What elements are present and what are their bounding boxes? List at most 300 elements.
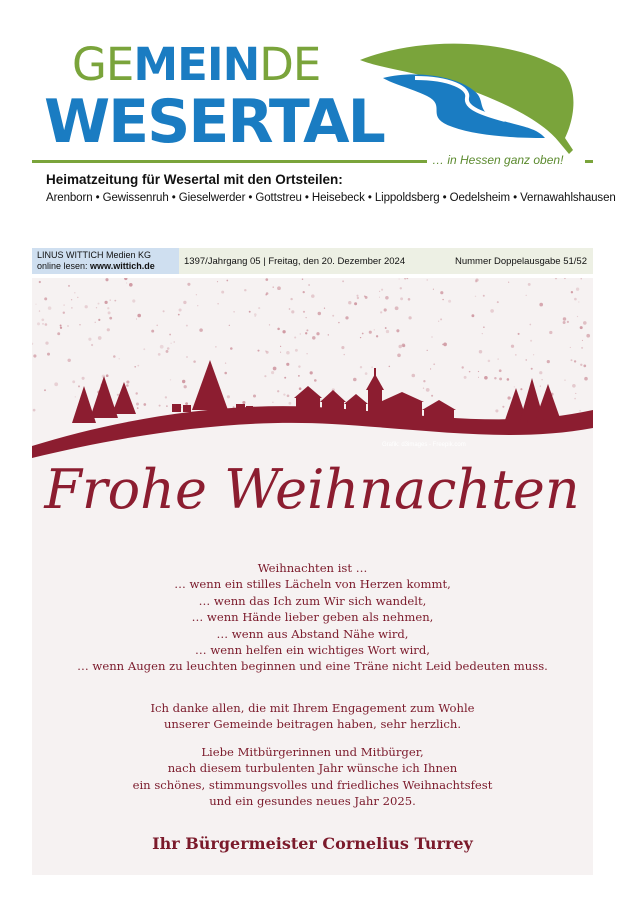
snowflake (478, 371, 479, 372)
snowflake (344, 354, 345, 355)
snowflake (533, 354, 534, 355)
snowflake (159, 405, 161, 407)
snowflake (134, 366, 136, 368)
snowflake (494, 377, 496, 379)
snowflake (539, 371, 542, 374)
snowflake (102, 375, 105, 378)
snowflake (169, 334, 171, 336)
snowflake (280, 352, 281, 353)
greeting-text: Frohe Weihnachten (44, 458, 580, 521)
snowflake (196, 294, 197, 295)
snowflake (579, 410, 581, 412)
snowflake (469, 371, 471, 373)
snowflake (369, 331, 372, 334)
mayor-signature: Ihr Bürgermeister Cornelius Turrey (152, 834, 473, 853)
snowflake (32, 343, 33, 345)
snowflake (433, 289, 434, 290)
snowflake (290, 298, 292, 300)
snowflake (408, 298, 411, 301)
snowflake (338, 322, 339, 323)
snowflake (572, 384, 576, 388)
snowflake (318, 312, 321, 315)
trees-right (504, 378, 560, 423)
snowflake (60, 325, 62, 327)
snowflake (328, 334, 329, 335)
snowflake (483, 326, 484, 327)
snowflake (88, 338, 91, 341)
snowflake (443, 343, 447, 347)
issue-info-bar (32, 248, 593, 274)
snowflake (471, 314, 474, 317)
snowflake (233, 311, 235, 313)
snowflake (273, 367, 277, 371)
snowflake (158, 353, 161, 356)
snowflake (376, 335, 378, 337)
snowflake (298, 375, 300, 377)
wishes-line: ein schönes, stimmungsvolles und friedliches Weihnachtsfest (132, 777, 493, 792)
snowflake (396, 329, 399, 332)
wishes-line: Liebe Mitbürgerinnen und Mitbürger, (201, 745, 424, 759)
snowflake (563, 317, 566, 320)
snowflake (85, 305, 88, 308)
snowflake (531, 368, 533, 370)
snowflake (255, 316, 256, 317)
snowflake (498, 359, 499, 360)
snowflake (539, 303, 543, 307)
snowflake (448, 300, 451, 303)
snowflake (488, 360, 491, 363)
poem-block (32, 560, 593, 675)
snowflake (136, 318, 137, 319)
snowflake (495, 409, 498, 412)
snowflake (166, 350, 169, 353)
snowflake (464, 376, 467, 379)
snowflake (185, 402, 188, 405)
snowflake (427, 279, 428, 280)
header-rule-end (585, 160, 593, 163)
snowflake (98, 319, 100, 321)
snowflake (574, 298, 577, 301)
snowflake (98, 336, 102, 340)
snowflake (294, 336, 296, 338)
snowflake (44, 389, 46, 391)
snowflake (502, 406, 504, 408)
snowflake (186, 325, 188, 327)
snowflake (79, 324, 80, 325)
snowflake (74, 292, 76, 294)
snowflake (575, 393, 576, 394)
snowflake (41, 318, 44, 321)
snowflake (384, 308, 387, 311)
snowflake (57, 332, 60, 335)
snowflake (404, 278, 406, 280)
snowflake (178, 314, 180, 316)
snowflake (107, 328, 110, 331)
christmas-cover (32, 278, 593, 875)
snowflake (126, 380, 129, 383)
snowflake (82, 377, 85, 380)
snowflake (305, 332, 307, 334)
snowflake (217, 303, 218, 304)
snowflake (499, 369, 502, 372)
snowflake (310, 371, 313, 374)
snowflake (433, 363, 435, 365)
snowflake (360, 366, 362, 368)
snowflake (314, 379, 317, 382)
snowflake (356, 295, 358, 297)
snowflake (398, 345, 401, 348)
snowflake (581, 278, 582, 279)
masthead-title-line2: WESERTAL (44, 87, 384, 157)
snowflake (277, 328, 280, 331)
snowflake (68, 285, 70, 287)
snowflake (541, 379, 542, 380)
snowflake (225, 362, 226, 363)
snowflake (385, 296, 389, 300)
snowflake (426, 388, 430, 392)
snowflake (132, 299, 135, 302)
snowflake (299, 387, 302, 390)
snowflake (365, 372, 368, 375)
snowflake (264, 375, 266, 377)
poem-line: Weihnachten ist … (257, 561, 368, 575)
snowflake (226, 280, 228, 282)
snowflake (514, 386, 515, 387)
snowflake (380, 311, 382, 313)
snowflake (348, 301, 351, 304)
snowflake (269, 324, 270, 325)
snowflake (54, 382, 58, 386)
snowflake (364, 295, 366, 297)
snowflake (143, 348, 145, 350)
snowflake (110, 299, 111, 300)
snowflake (215, 346, 216, 347)
snowflake (555, 278, 557, 279)
snowflake (282, 330, 285, 333)
snowflake (277, 286, 281, 290)
snowflake (483, 295, 485, 297)
online-url[interactable]: www.wittich.de (90, 261, 155, 271)
snowflake (288, 402, 291, 405)
snowflake (137, 365, 139, 367)
snowflake (354, 302, 357, 305)
snowflake (91, 344, 93, 346)
snowflake (412, 374, 416, 378)
snowflake (438, 321, 439, 322)
snowflake (67, 325, 69, 327)
snowflake (507, 396, 510, 399)
title-mid: MEIN (133, 38, 260, 91)
snowflake (482, 333, 483, 334)
snowflake (582, 340, 583, 341)
snowflake (95, 322, 96, 323)
snowflake (107, 307, 109, 309)
thanks-block (32, 700, 593, 733)
snowflake (400, 287, 402, 289)
snowflake (440, 318, 442, 320)
snowflake (265, 294, 267, 296)
snowflake (143, 403, 146, 406)
masthead (0, 0, 625, 204)
snowflake (306, 329, 308, 331)
snowflake (117, 394, 119, 396)
snowflake (113, 355, 116, 358)
snowflake (37, 322, 40, 325)
snowflake (360, 337, 361, 338)
snowflake (179, 308, 182, 311)
snowflake (98, 303, 100, 305)
snowflake (287, 394, 290, 397)
greeting-script (32, 446, 593, 536)
snowflake (478, 377, 479, 378)
snowflake (403, 345, 406, 348)
publisher-box (32, 248, 179, 274)
snowflake (520, 388, 522, 390)
snowflake (35, 304, 36, 305)
snowflake (165, 396, 167, 398)
snowflake (137, 314, 141, 318)
snowflake (357, 297, 359, 299)
snowflake (540, 386, 541, 387)
poem-line: … wenn aus Abstand Nähe wird, (216, 626, 409, 641)
snowflake (273, 286, 274, 287)
masthead-title-line1 (72, 38, 321, 91)
snowflake (39, 281, 41, 283)
snowflake (47, 353, 50, 356)
snowflake (431, 336, 433, 338)
snowflake (574, 360, 576, 362)
snowflake (580, 364, 582, 366)
snowflake (399, 278, 400, 279)
snowflake (199, 328, 203, 332)
snowflake (586, 334, 590, 338)
snowflake (499, 377, 502, 380)
snowflake (286, 351, 290, 355)
online-line (37, 261, 179, 272)
snowflake (407, 278, 409, 279)
snowflake (303, 311, 305, 313)
snowflake (124, 278, 127, 280)
snowflake (584, 377, 588, 381)
thanks-line: unserer Gemeinde beitragen haben, sehr herzlich. (163, 717, 462, 732)
snowflake (221, 291, 224, 294)
snowflake (71, 307, 72, 308)
tagline: … in Hessen ganz oben! (432, 153, 564, 167)
snowflake (530, 340, 532, 342)
snowflake (571, 359, 573, 361)
online-prefix: online lesen: (37, 261, 91, 271)
snowflake (106, 374, 109, 377)
snowflake (230, 347, 233, 350)
snowflake (397, 354, 401, 358)
snowflake (135, 392, 137, 394)
snowflake (108, 311, 111, 314)
snowflake (306, 353, 307, 354)
snowflake (581, 347, 583, 349)
snowflake (526, 359, 527, 360)
snowflake (265, 350, 267, 352)
snowflake (423, 380, 425, 382)
snowflake (583, 365, 586, 368)
snowflake (137, 407, 139, 409)
snowflake (408, 316, 411, 319)
snowflake (174, 341, 175, 342)
snowflake (224, 372, 227, 375)
snowflake (193, 360, 196, 363)
snowflake (353, 378, 357, 382)
snowflake (303, 291, 305, 293)
thanks-line: Ich danke allen, die mit Ihrem Engagement zum Wohle (150, 701, 475, 715)
image-credit: Grafik: d3images - Freepik.com (382, 442, 466, 448)
district-list: Arenborn • Gewissenruh • Gieselwerder • Gottstreu • Heisebeck • Lippoldsberg • Oedelsheim • Vernawahlshausen (46, 192, 616, 204)
snowflake (564, 379, 565, 380)
snowflake (242, 401, 245, 404)
snowflake (362, 333, 364, 335)
title-prefix: GE (72, 38, 134, 91)
snowflake (71, 299, 72, 300)
snowflake (475, 296, 476, 297)
snowflake (126, 282, 127, 283)
snowflake (311, 294, 315, 298)
snowflake (33, 354, 36, 357)
snowflake (42, 323, 43, 324)
snowflake (578, 301, 579, 302)
snowflake (166, 405, 168, 407)
snowflake (515, 354, 517, 356)
snowflake (385, 327, 387, 329)
snowflake (289, 308, 291, 310)
snowflake (63, 312, 65, 314)
snowflake (342, 280, 344, 282)
snowflake (184, 385, 187, 388)
snowflake (244, 289, 246, 291)
snowflake (564, 278, 566, 279)
snowflake (181, 407, 182, 408)
snowflake (171, 343, 172, 344)
snowflake (170, 379, 171, 380)
snowflake (119, 358, 120, 359)
snowflake (45, 323, 48, 326)
snowflake (580, 326, 583, 329)
snowflake (302, 279, 303, 280)
snowflake (526, 295, 527, 296)
snowflake (257, 350, 259, 352)
snowflake (547, 360, 550, 363)
snowflake (63, 304, 64, 305)
snowflake (280, 346, 281, 347)
wishes-line: nach diesem turbulenten Jahr wünsche ich Ihnen (167, 761, 458, 776)
snowflake (265, 278, 268, 281)
snowflake (371, 366, 372, 367)
snowflake (497, 301, 499, 303)
snowflake (129, 283, 133, 287)
snowflake (431, 395, 433, 397)
snowflake (295, 349, 298, 352)
subtitle: Heimatzeitung für Wesertal mit den Ortsteilen: (46, 172, 343, 187)
snowflake (430, 368, 431, 369)
snowflake (60, 327, 62, 329)
title-suffix: DE (259, 38, 321, 91)
snowflake (440, 291, 443, 294)
snowflake (507, 378, 510, 381)
snowflake (381, 289, 383, 291)
poem-line: … wenn helfen ein wichtiges Wort wird, (195, 643, 430, 658)
snowflake (508, 282, 509, 283)
snowflake (583, 321, 587, 325)
snowflake (229, 325, 230, 326)
snowflake (479, 350, 482, 353)
snowflake (114, 300, 116, 302)
snowflake (574, 398, 576, 400)
snowflake (78, 385, 80, 387)
snowflake (423, 388, 424, 389)
poem-line: … wenn das Ich zum Wir sich wandelt, (198, 593, 427, 608)
wesertal-leaf-logo (355, 38, 580, 158)
snowflake (160, 345, 164, 349)
snowflake (528, 283, 531, 286)
snowflake (395, 306, 399, 310)
snowflake (249, 311, 251, 313)
snowflake (389, 366, 391, 368)
snowflake (163, 310, 165, 312)
snowflake (312, 336, 315, 339)
wishes-line: und ein gesundes neues Jahr 2025. (209, 794, 416, 809)
snowflake (284, 377, 286, 379)
snowflake (96, 307, 97, 308)
snowflake (563, 321, 566, 324)
snowflake (306, 317, 307, 318)
snowflake (258, 307, 260, 309)
snowflake (227, 395, 230, 398)
snowflake (197, 305, 198, 306)
snowflake (136, 403, 139, 406)
snowflake (182, 380, 185, 383)
snowflake (442, 299, 443, 300)
poem-line: … wenn Hände lieber geben als nehmen, (191, 610, 434, 625)
snowflake (400, 297, 403, 300)
snowflake (167, 347, 170, 350)
snowflake (345, 316, 348, 319)
snowflake (379, 297, 380, 298)
snowflake (33, 409, 36, 412)
snowflake (283, 393, 285, 395)
snowflake (105, 278, 108, 281)
issue-date: 1397/Jahrgang 05 | Freitag, den 20. Dezember 2024 (184, 256, 406, 267)
snowflake (77, 297, 78, 298)
wishes-block (32, 744, 593, 810)
snowflake (126, 384, 129, 387)
poem-line: … wenn ein stilles Lächeln von Herzen kommt, (174, 577, 451, 592)
snowflake (316, 332, 319, 335)
snowflake (183, 301, 186, 304)
snowflake (277, 390, 279, 392)
snowflake (490, 309, 494, 313)
snowflake (44, 297, 47, 300)
snowflake (518, 333, 520, 335)
snowflake (379, 291, 380, 292)
snowflake (72, 380, 75, 383)
snowflake (549, 331, 552, 334)
snowflake (45, 341, 48, 344)
snowflake (151, 330, 154, 333)
snowflake (300, 333, 301, 334)
poem-line: … wenn Augen zu leuchten beginnen und eine Träne nicht Leid bedeuten muss. (77, 659, 548, 674)
snowflake (475, 279, 478, 282)
snowflake (286, 363, 289, 366)
snowflake (105, 301, 108, 304)
snowflake (332, 315, 334, 317)
snowflake (324, 308, 325, 309)
